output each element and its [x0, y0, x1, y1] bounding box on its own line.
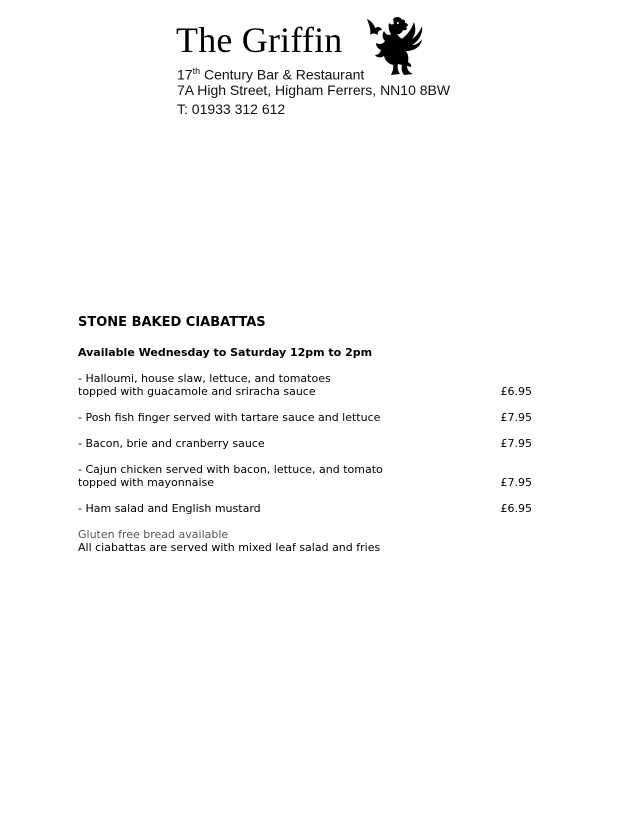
gluten-free-note: Gluten free bread available [78, 528, 229, 541]
menu-item-price: £6.95 [500, 385, 532, 398]
menu-item [78, 411, 538, 424]
menu-item-price: £7.95 [500, 437, 532, 450]
tagline-text: Century Bar & Restaurant [200, 66, 365, 83]
menu-item [78, 437, 538, 450]
menu-item-line1: - Posh fish finger served with tartare sauce and lettuce [78, 411, 381, 424]
menu-item-line1: - Cajun chicken served with bacon, lettuce, and tomato [78, 463, 383, 476]
menu-item-line1: - Halloumi, house slaw, lettuce, and tomatoes [78, 372, 331, 385]
menu-item-line1: - Ham salad and English mustard [78, 502, 261, 515]
griffin-icon [364, 14, 424, 80]
menu-item [78, 502, 538, 515]
section-title: STONE BAKED CIABATTAS [78, 315, 266, 330]
tagline-number: 17 [177, 66, 193, 83]
brand-name: The Griffin [176, 20, 343, 60]
phone-number: T: 01933 312 612 [177, 101, 286, 117]
address: 7A High Street, Higham Ferrers, NN10 8BW [177, 82, 451, 98]
menu-item [78, 372, 538, 398]
availability-text: Available Wednesday to Saturday 12pm to 2pm [78, 346, 373, 359]
menu-item-price: £6.95 [500, 502, 532, 515]
sides-note: All ciabattas are served with mixed leaf salad and fries [78, 541, 381, 554]
tagline [177, 63, 364, 84]
menu-item-line2: topped with guacamole and sriracha sauce [78, 385, 316, 398]
menu-item-line2: topped with mayonnaise [78, 476, 215, 489]
tagline-superscript: th [192, 66, 201, 76]
menu-item [78, 463, 538, 489]
menu-item-price: £7.95 [500, 476, 532, 489]
menu-item-line1: - Bacon, brie and cranberry sauce [78, 437, 265, 450]
menu-item-price: £7.95 [500, 411, 532, 424]
